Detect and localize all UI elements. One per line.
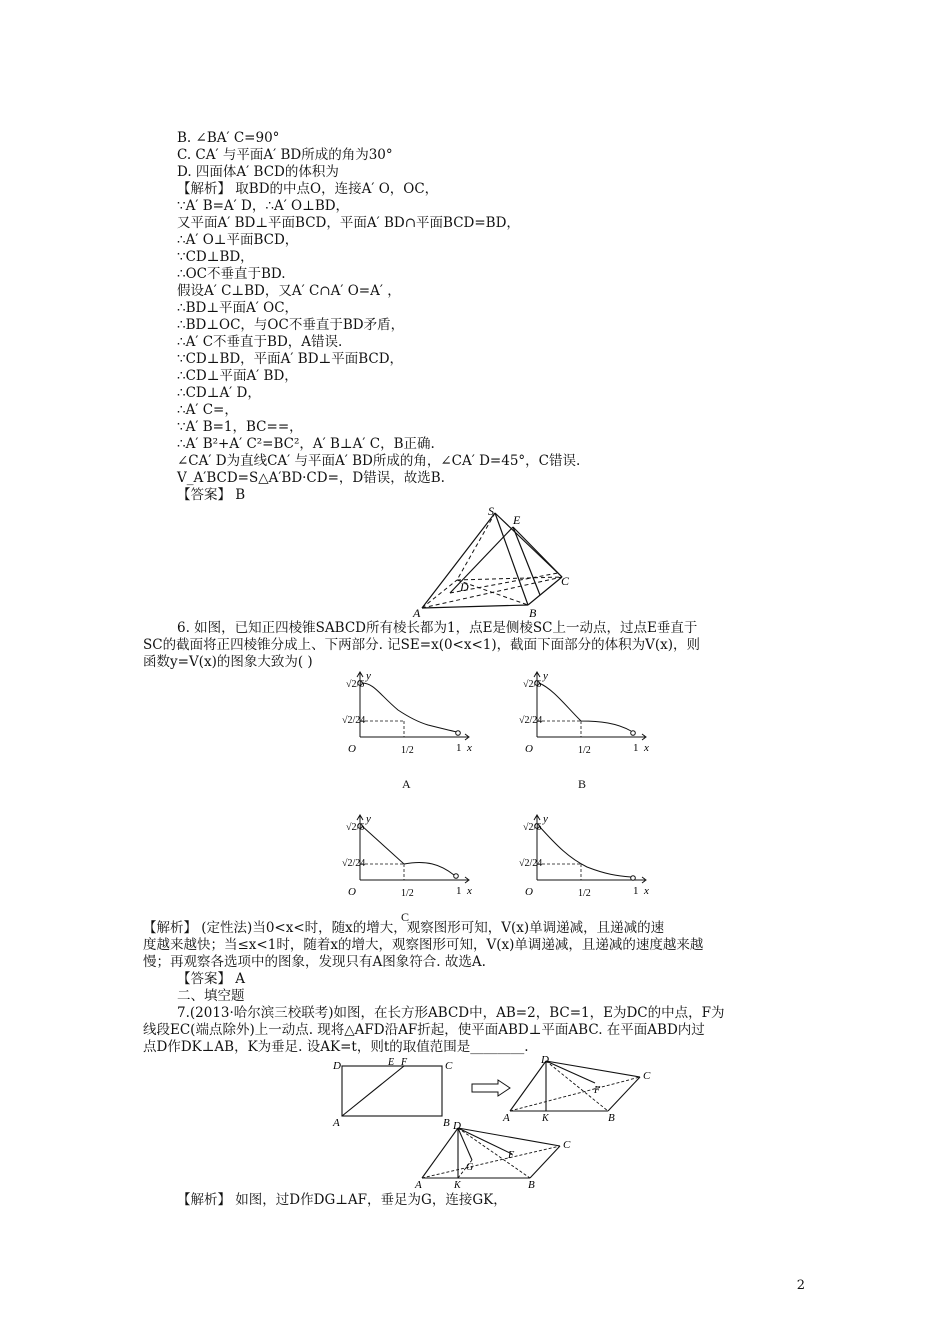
solution-line: ∴A′ C=， bbox=[177, 402, 238, 418]
fold2-label-b: B bbox=[528, 1179, 535, 1191]
answer6: 【答案】 A bbox=[177, 971, 246, 987]
fold-label-b: B bbox=[608, 1112, 615, 1124]
fold2-label-a: A bbox=[415, 1179, 422, 1191]
solution-line: ∵CD⊥BD， bbox=[177, 249, 254, 265]
fold2-label-g: G bbox=[466, 1162, 474, 1173]
origin: O bbox=[525, 886, 533, 898]
rect-label-c: C bbox=[445, 1060, 453, 1072]
x-label: x bbox=[644, 742, 649, 754]
tick-one: 1 bbox=[456, 885, 462, 897]
folded-figure-g bbox=[412, 1120, 582, 1192]
solution-line: ∴A′ B²+A′ C²=BC²，A′ B⊥A′ C，B正确. bbox=[177, 436, 435, 452]
q6-line2: SC的截面将正四棱锥分成上、下两部分. 记SE=x(0<x<1)，截面下面部分的体积为V(x)，则 bbox=[143, 637, 701, 653]
rect-label-b: B bbox=[443, 1117, 450, 1128]
q7-line3: 点D作DK⊥AB，K为垂足. 设AK=t，则t的取值范围是________. bbox=[143, 1039, 529, 1055]
tick-one: 1 bbox=[456, 742, 462, 754]
solution-line: 假设A′ C⊥BD，又A′ C∩A′ O=A′ ， bbox=[177, 283, 401, 299]
origin: O bbox=[525, 743, 533, 755]
x-label: x bbox=[467, 742, 472, 754]
tick-mid: √2/24 bbox=[342, 715, 366, 726]
page-number: 2 bbox=[796, 1278, 805, 1293]
label-e: E bbox=[513, 513, 521, 527]
tick-half: 1/2 bbox=[401, 745, 414, 756]
answer-line: 【答案】 B bbox=[177, 487, 246, 503]
fold2-label-d: D bbox=[453, 1120, 461, 1132]
tick-half: 1/2 bbox=[578, 888, 591, 899]
option-c: C. CA′ 与平面A′ BD所成的角为30° bbox=[177, 147, 393, 163]
q7-line2: 线段EC(端点除外)上一动点. 现将△AFD沿AF折起，使平面ABD⊥平面ABC. 在平面ABD内过 bbox=[143, 1022, 705, 1038]
label-a: A bbox=[413, 606, 421, 620]
solution-line: ∵A′ B=A′ D，∴A′ O⊥BD， bbox=[177, 198, 350, 214]
rect-label-a: A bbox=[333, 1117, 340, 1128]
q6-line1: 6. 如图，已知正四棱锥SABCD所有棱长都为1，点E是侧棱SC上一动点，过点E垂直于 bbox=[177, 620, 698, 636]
tick-top: √2/6 bbox=[523, 679, 542, 690]
fold2-label-c: C bbox=[563, 1139, 571, 1151]
q6-line3: 函数y=V(x)的图象大致为( ) bbox=[143, 654, 313, 670]
option-b: B. ∠BA′ C=90° bbox=[177, 130, 280, 146]
graph-option-b bbox=[505, 665, 655, 765]
solution-line: ∠CA′ D为直线CA′ 与平面A′ BD所成的角，∠CA′ D=45°，C错误. bbox=[177, 453, 581, 469]
origin: O bbox=[348, 886, 356, 898]
x-label: x bbox=[644, 885, 649, 897]
folded-figure bbox=[500, 1055, 660, 1125]
tick-top: √2/6 bbox=[346, 822, 365, 833]
y-label: y bbox=[543, 670, 548, 682]
rectangle-figure bbox=[330, 1058, 460, 1128]
label-d: D bbox=[460, 580, 469, 594]
q7-line1: 7.(2013·哈尔滨三校联考)如图，在长方形ABCD中，AB=2，BC=1，E为DC的中点，F为 bbox=[177, 1005, 725, 1021]
fold-label-a: A bbox=[503, 1112, 510, 1124]
solution-line: ∴BD⊥平面A′ OC， bbox=[177, 300, 299, 316]
solution-line: ∴OC不垂直于BD. bbox=[177, 266, 286, 282]
label-s: S bbox=[488, 505, 494, 518]
solution-line: V_A′BCD=S△A′BD·CD=，D错误，故选B. bbox=[177, 470, 445, 486]
label-c: C bbox=[561, 574, 570, 588]
label-b: B bbox=[529, 606, 537, 620]
caption-c: C bbox=[401, 910, 410, 924]
tick-mid: √2/24 bbox=[519, 858, 543, 869]
rect-label-f: F bbox=[401, 1058, 408, 1068]
y-label: y bbox=[366, 813, 371, 825]
tick-half: 1/2 bbox=[401, 888, 414, 899]
graph-option-a bbox=[328, 665, 478, 765]
y-label: y bbox=[366, 670, 371, 682]
graph-option-c bbox=[328, 808, 478, 908]
x-label: x bbox=[467, 885, 472, 897]
fold2-label-k: K bbox=[454, 1180, 461, 1191]
analysis6-line2: 度越来越快；当≤x<1时，随着x的增大，观察图形可知，V(x)单调递减，且递减的速度越来越 bbox=[143, 937, 704, 953]
caption-b: B bbox=[578, 777, 587, 791]
tick-one: 1 bbox=[633, 885, 639, 897]
y-label: y bbox=[543, 813, 548, 825]
fold-label-f: F bbox=[594, 1085, 601, 1096]
solution-line: ∴A′ C不垂直于BD，A错误. bbox=[177, 334, 343, 350]
rect-label-d: D bbox=[333, 1060, 341, 1072]
section-heading: 二、填空题 bbox=[177, 988, 245, 1004]
fold-label-d: D bbox=[541, 1055, 549, 1066]
solution-line: ∴CD⊥平面A′ BD， bbox=[177, 368, 298, 384]
tick-mid: √2/24 bbox=[342, 858, 366, 869]
option-d: D. 四面体A′ BCD的体积为 bbox=[177, 164, 339, 180]
tick-mid: √2/24 bbox=[519, 715, 543, 726]
tick-top: √2/6 bbox=[523, 822, 542, 833]
origin: O bbox=[348, 743, 356, 755]
solution-line: ∴CD⊥A′ D， bbox=[177, 385, 261, 401]
tick-one: 1 bbox=[633, 742, 639, 754]
solution-line: ∴BD⊥OC，与OC不垂直于BD矛盾， bbox=[177, 317, 405, 333]
graph-option-d bbox=[505, 808, 655, 908]
tick-top: √2/6 bbox=[346, 679, 365, 690]
solution-line: ∵A′ B=1，BC==， bbox=[177, 419, 303, 435]
solution-line: ∴A′ O⊥平面BCD， bbox=[177, 232, 299, 248]
analysis6-line3: 慢；再观察各选项中的图象，发现只有A图象符合. 故选A. bbox=[143, 954, 486, 970]
solution-line: 又平面A′ BD⊥平面BCD，平面A′ BD∩平面BCD=BD， bbox=[177, 215, 520, 231]
analysis6-line1: 【解析】 (定性法)当0<x<时，随x的增大，观察图形可知，V(x)单调递减，且递减的速 bbox=[143, 920, 665, 936]
fold2-label-f: F bbox=[508, 1150, 515, 1161]
pyramid-figure bbox=[410, 505, 580, 620]
tick-half: 1/2 bbox=[578, 745, 591, 756]
solution-line: ∵CD⊥BD，平面A′ BD⊥平面BCD， bbox=[177, 351, 404, 367]
analysis7: 【解析】 如图，过D作DG⊥AF，垂足为G，连接GK， bbox=[177, 1192, 507, 1208]
caption-a: A bbox=[402, 777, 411, 791]
rect-label-e: E bbox=[388, 1058, 395, 1068]
solution-line: 【解析】 取BD的中点O，连接A′ O，OC， bbox=[177, 181, 439, 197]
fold-label-c: C bbox=[643, 1070, 651, 1082]
fold-label-k: K bbox=[542, 1113, 549, 1124]
